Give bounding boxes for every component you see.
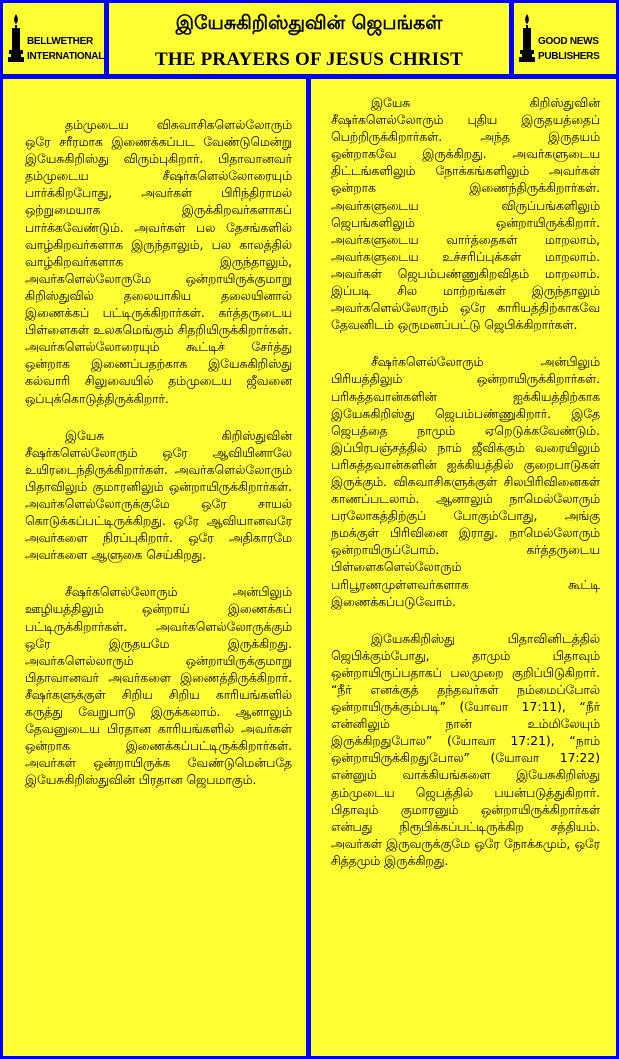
- title-box: [109, 3, 509, 74]
- paragraph: சீஷர்களெல்லோரும் அன்பிலும் ஊழியத்திலும் ஒன்றாய் இணைக்கப் பட்டிருக்கிறார்கள். அவர்களெல்லோருக்கும் ஒரே இருதயமே இருக்கிறது. அவர்களெல்லாரும் ஒன்றாயிருக்குமாறு பிதாவானவர் அவர்களை இணைத்திருக்கிறார். சீஷர்களுக்குள் சிறிய சிறிய காரியங்களில் கருத்து வேறுபாடு இருக்கலாம். ஆனாலும் தேவனுடைய பிரதான காரியங்களில் அவர்கள் ஒன்றாக இணைக்கப்பட்டிருக்கிறார்கள். அவர்கள் ஒன்றாயிருக்க வேண்டுமென்பதே இயேசுகிறிஸ்துவின் பிரதான ஜெபமாகும்.: [25, 585, 292, 788]
- bellwether-logo-line2: INTERNATIONAL: [27, 51, 105, 62]
- paragraph: இயேசு கிறிஸ்துவின் சீஷர்களெல்லோரும் ஒரே ஆவியினாலே உயிரடைந்திருக்கிறார்கள். அவர்களெல்லோரும் பிதாவிலும் குமாரனிலும் ஒன்றாயிருக்கிறார்கள். அவர்களெல்லோருக்குமே ஒரே சாயல் கொடுக்கப்பட்டிருக்கிறது. ஒரே ஆவியானவரே அவர்களை நிரப்புகிறார். ஒரே அதிகாரமே அவர்களை ஆளுகை செய்கிறது.: [25, 428, 292, 563]
- page-title-english: THE PRAYERS OF JESUS CHRIST: [154, 49, 464, 70]
- goodnews-logo-line2: PUBLISHERS: [538, 51, 600, 62]
- goodnews-logo-box: [514, 3, 616, 74]
- paragraph: சீஷர்களெல்லோரும் அன்பிலும் பிரியத்திலும் ஒன்றாயிருக்கிறார்கள். பரிசுத்தவான்களின் ஐக்கியத்திற்காக இயேசுகிறிஸ்து ஜெபம்பண்ணுகிறார். இதே ஜெபத்தை நாமும் ஏறெடுக்கவேண்டும். இப்பிரபஞ்சத்தில் நாம் ஜீவிக்கும் வரையிலும் பரிசுத்தவான்களின் ஐக்கியத்தில் குறைபாடுகள் இருக்கும். விசுவாசிகளுக்குள் சிலபிரிவினைகள் காணப்படலாம். ஆனாலும் நாமெல்லோரும் பரலோகத்திற்குப் போகும்போது, அங்கு நமக்குள் பிரிவினை இராது. நாமெல்லோரும் ஒன்றாயிருப்போம். கர்த்தருடைய பிள்ளைகளெல்லோரும் பரிபூரணமுள்ளவர்களாக கூட்டி இணைக்கப்படுவோம்.: [331, 355, 600, 609]
- goodnews-logo-line1: GOOD NEWS: [538, 36, 599, 47]
- paragraph: தம்முடைய விசுவாசிகளெல்லோரும் ஒரே சரீரமாக இணைக்கப்பட வேண்டுமென்று இயேசுகிறிஸ்து விரும்புகிறார். பிதாவானவர் தம்முடைய சீஷர்களெல்லோரையும் பார்க்கிறபோது, அவர்கள் பிரிந்திராமல் ஒற்றுமையாக இருக்கிறவர்களாகப் பார்க்கவேண்டும். அவர்கள் பல தேசங்களில் வாழ்கிறவர்களாக இருந்தாலும், பல காலத்தில் வாழ்கிறவர்களாக இருந்தாலும், அவர்களெல்லோருமே ஒன்றாயிருக்குமாறு கிறிஸ்துவில் தலையாகிய தலையினால் இணைக்கப் பட்டிருக்கிறார்கள். கர்த்தருடைய பிள்ளைகள் உலகமெங்கும் சிதறியிருக்கிறார்கள். அவர்களெல்லோரையும் கூட்டிச் சேர்த்து ஒன்றாக இணைப்பதற்காக இயேசுகிறிஸ்து கல்வாரி சிலுவையில் தம்முடைய ஜீவனை ஒப்புக்கொடுத்திருக்கிறார்.: [25, 118, 292, 406]
- paragraph: இயேசுகிறிஸ்து பிதாவினிடத்தில் ஜெபிக்கும்போது, தாமும் பிதாவும் ஒன்றாயிருப்பதாகப் பலமுறை குறிப்பிடுகிறார். “நீர் எனக்குத் தந்தவர்கள் நம்மைப்போல் ஒன்றாயிருக்கும்படி” (யோவா 17:11), “நீர் என்னிலும் நான் உம்மிலேயும் இருக்கிறதுபோல” (யோவா 17:21), “நாம் ஒன்றாயிருக்கிறதுபோல” (யோவா 17:22) என்னும் வாக்கியங்களை இயேசுகிறிஸ்து தம்முடைய ஜெபத்தில் பயன்படுத்துகிறார். பிதாவும் குமாரனும் ஒன்றாயிருக்கிறார்கள் என்பது நிரூபிக்கப்பட்டிருக்கிற சத்தியம். அவர்கள் இருவருக்குமே ஒரே நோக்கமும், ஒரே சித்தமும் இருக்கிறது.: [331, 631, 600, 868]
- bellwether-logo: [7, 13, 105, 65]
- page-title-tamil: இயேசுகிறிஸ்துவின் ஜெபங்கள்: [175, 12, 443, 34]
- candle-icon: [519, 13, 535, 63]
- goodnews-logo: [518, 13, 611, 65]
- left-column-text: [25, 117, 292, 809]
- left-column: [3, 79, 306, 1056]
- right-column-text: [331, 95, 600, 890]
- paragraph: இயேசு கிறிஸ்துவின் சீஷர்களெல்லோரும் புதிய இருதயத்தைப் பெற்றிருக்கிறார்கள். அந்த இருதயம் ஒன்றாகவே இருக்கிறது. அவர்களுடைய திட்டங்களிலும் நோக்கங்களிலும் அவர்கள் ஒன்றாக இணைந்திருக்கிறார்கள். அவர்களுடைய விருப்பங்களிலும் ஜெபங்களிலும் ஒன்றாயிருக்கிறார். அவர்களுடைய வார்த்தைகள் மாறலாம், அவர்களுடைய உச்சரிப்புக்கள் மாறலாம். அவர்கள் ஜெபம்பண்ணுகிறவிதம் மாறலாம். இப்படி சில மாற்றங்கள் இருந்தாலும் அவர்களெல்லோரும் ஒரே காரியத்திற்காகவே தேவனிடம் ஒருமனப்பட்டு ஜெபிக்கிறார்கள்.: [331, 96, 600, 333]
- candle-icon: [8, 13, 24, 63]
- bellwether-logo-line1: BELLWETHER: [27, 36, 93, 47]
- bellwether-logo-box: [3, 3, 104, 74]
- right-column: [311, 79, 616, 1056]
